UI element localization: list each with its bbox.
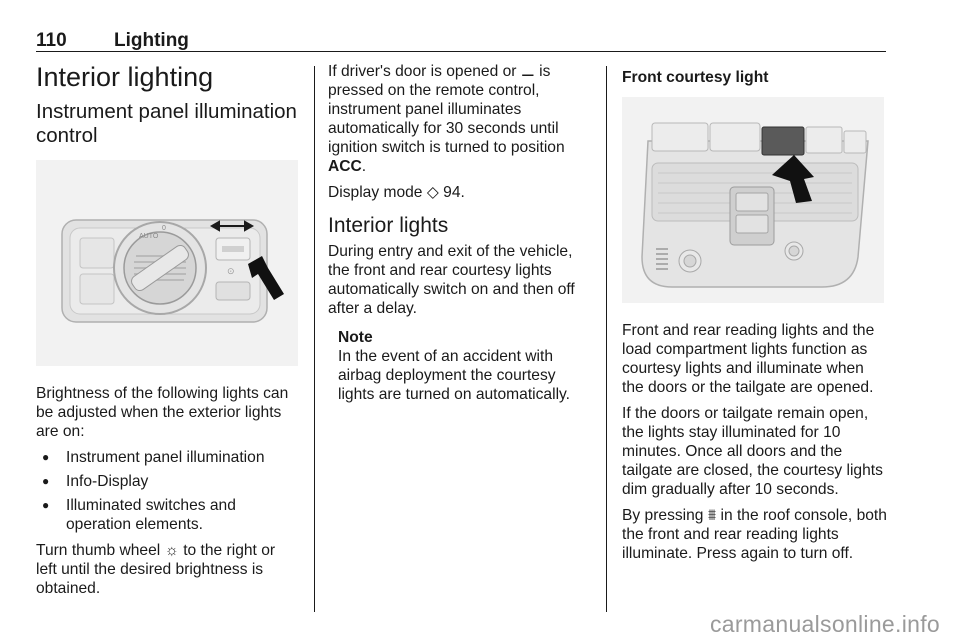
auto-label: AUTO bbox=[139, 233, 159, 240]
page-header bbox=[36, 30, 886, 52]
unlock-icon: ⚊ bbox=[520, 63, 535, 80]
thumbwheel-icon: ☼ bbox=[164, 542, 179, 559]
column-divider bbox=[606, 66, 607, 612]
courtesy-paragraph-2: If the doors or tailgate remain open, the lights stay illuminated for 10 minutes. Once all doors and the tailgate are closed, the courtesy lights dim gradually after 10 seconds. bbox=[622, 405, 883, 498]
courtesy-paragraph-3: By pressing ⩩ in the roof console, both the front and rear reading lights illuminate. Press again to turn off. bbox=[622, 507, 887, 562]
section-title: Lighting bbox=[114, 30, 189, 51]
interior-lights-heading: Interior lights bbox=[328, 214, 449, 237]
off-label: 0 bbox=[162, 225, 166, 232]
column-2 bbox=[328, 62, 590, 404]
courtesy-paragraph-1: Front and rear reading lights and the load compartment lights function as courtesy lights and illuminate when the doors or the tailgate are opened. bbox=[622, 322, 875, 396]
illumination-control-figure bbox=[36, 160, 298, 366]
brightness-intro: Brightness of the following lights can be adjusted when the exterior lights are on: bbox=[36, 385, 289, 440]
interior-lights-paragraph: During entry and exit of the vehicle, the front and rear courtesy lights automatically switch on and then off after a delay. bbox=[328, 243, 575, 317]
courtesy-light-figure bbox=[622, 97, 884, 303]
note-text: In the event of an accident with airbag deployment the courtesy lights are turned on automatically. bbox=[338, 348, 571, 403]
note-title: Note bbox=[338, 329, 373, 346]
display-mode-reference: Display mode ◇ 94. bbox=[328, 184, 465, 201]
brightness-list bbox=[36, 448, 298, 534]
list-item: ● Instrument panel illumination bbox=[36, 448, 298, 467]
acc-position: ACC bbox=[328, 158, 362, 175]
light-switch-illustration bbox=[36, 160, 298, 366]
thumbwheel-instruction: Turn thumb wheel ☼ to the right or left until the desired brightness is obtained. bbox=[36, 542, 276, 597]
list-item: ● Illuminated switches and operation elements. bbox=[36, 496, 298, 534]
reading-light-icon: ⩩ bbox=[707, 507, 717, 524]
watermark: carmanualsonline.info bbox=[709, 611, 940, 637]
note-box bbox=[338, 328, 590, 404]
front-courtesy-heading: Front courtesy light bbox=[622, 69, 769, 86]
page-number: 110 bbox=[36, 30, 67, 51]
list-item: ● Info-Display bbox=[36, 472, 298, 491]
chapter-title: Interior lighting bbox=[36, 62, 214, 92]
column-3 bbox=[622, 62, 888, 570]
column-divider bbox=[314, 66, 315, 612]
column-1 bbox=[36, 62, 298, 605]
door-open-paragraph: If driver's door is opened or ⚊ is pressed on the remote control, instrument panel illuminates automatically for 30 seconds until ignition switch is turned to position ACC. bbox=[328, 63, 565, 175]
marker-label: ⊙ bbox=[227, 266, 235, 276]
page-reference-icon: ◇ bbox=[426, 184, 439, 201]
section-heading: Instrument panel illumination control bbox=[36, 100, 297, 147]
roof-console-illustration bbox=[622, 97, 884, 303]
